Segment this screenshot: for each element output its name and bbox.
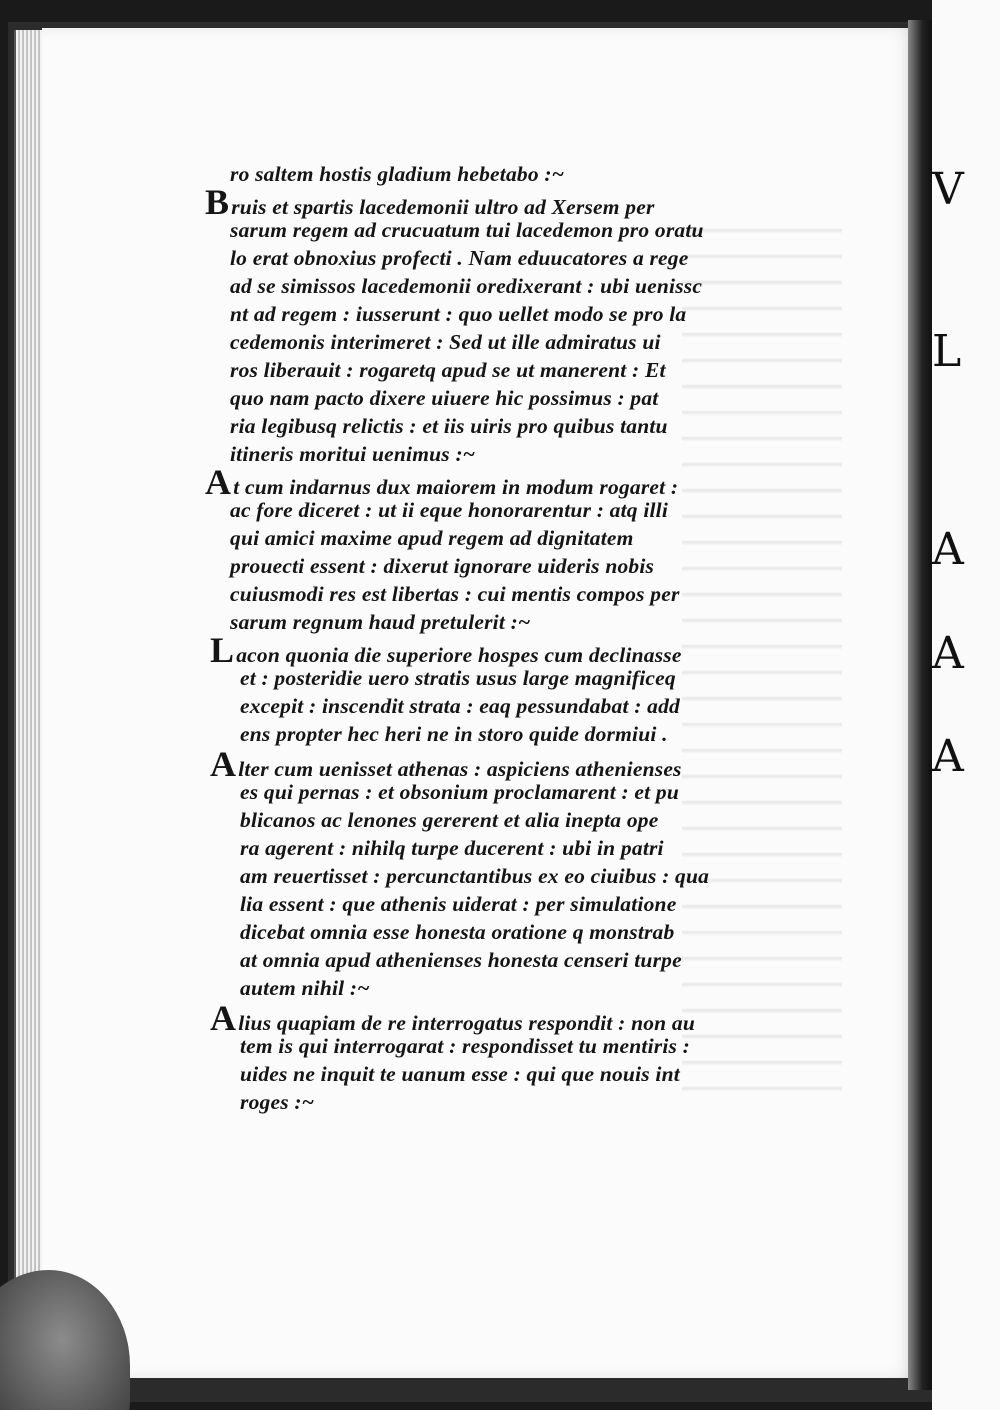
text-line: At cum indarnus dux maiorem in modum rogaret : bbox=[205, 462, 679, 502]
decorated-initial: L bbox=[210, 630, 235, 670]
text-line: ria legibusq relictis : et iis uiris pro quibus tantu bbox=[230, 414, 668, 438]
text-line: at omnia apud athenienses honesta censeri turpe bbox=[240, 948, 682, 972]
text-line: tem is qui interrogarat : respondisset tu mentiris : bbox=[240, 1034, 691, 1058]
text-line: blicanos ac lenones gererent et alia inepta ope bbox=[240, 808, 659, 832]
text-line: et : posteridie uero stratis usus large magnificeq bbox=[240, 666, 676, 690]
text-line: qui amici maxime apud regem ad dignitatem bbox=[230, 526, 634, 550]
text-line: excepit : inscendit strata : eaq pessundabat : add bbox=[240, 694, 680, 718]
text-line: cuiusmodi res est libertas : cui mentis compos per bbox=[230, 582, 680, 606]
right-page-initial: A bbox=[932, 628, 964, 679]
text-line: dicebat omnia esse honesta oratione q monstrab bbox=[240, 920, 675, 944]
text-line: es qui pernas : et obsonium proclamarent : et pu bbox=[240, 780, 680, 804]
decorated-initial: A bbox=[210, 744, 237, 784]
text-line: ac fore diceret : ut ii eque honorarentur : atq illi bbox=[230, 498, 669, 522]
text-line: autem nihil :~ bbox=[240, 976, 370, 1000]
text-line: am reuertisset : percunctantibus ex eo ciuibus : qua bbox=[240, 864, 710, 888]
text-line: cedemonis interimeret : Sed ut ille admiratus ui bbox=[230, 330, 661, 354]
right-page bbox=[932, 0, 1000, 1410]
text-line: itineris moritui uenimus :~ bbox=[230, 442, 476, 466]
text-line: ad se simissos lacedemonii oredixerant : ubi uenissc bbox=[230, 274, 703, 298]
text-line: lia essent : que athenis uiderat : per simulatione bbox=[240, 892, 677, 916]
text-line: roges :~ bbox=[240, 1090, 315, 1114]
text-line: ro saltem hostis gladium hebetabo :~ bbox=[230, 162, 565, 186]
decorated-initial: A bbox=[205, 462, 232, 502]
right-page-initial: V bbox=[932, 164, 964, 215]
book-gutter bbox=[908, 20, 934, 1390]
right-page-initial: A bbox=[932, 524, 964, 575]
text-line: ros liberauit : rogaretq apud se ut manerent : Et bbox=[230, 358, 666, 382]
text-line: uides ne inquit te uanum esse : qui que nouis int bbox=[240, 1062, 680, 1086]
text-line: prouecti essent : dixerut ignorare uideris nobis bbox=[230, 554, 655, 578]
bleed-through-text bbox=[682, 208, 842, 1108]
text-line: lo erat obnoxius profecti . Nam eduucatores a rege bbox=[230, 246, 689, 270]
text-line: Bruis et spartis lacedemonii ultro ad Xersem per bbox=[205, 182, 655, 222]
text-line: Alius quapiam de re interrogatus respondit : non au bbox=[210, 998, 696, 1038]
text-line: quo nam pacto dixere uiuere hic possimus : pat bbox=[230, 386, 659, 410]
text-line: ens propter hec heri ne in storo quide dormiui . bbox=[240, 722, 668, 746]
text-line: nt ad regem : iusserunt : quo uellet modo se pro la bbox=[230, 302, 687, 326]
text-line: Alter cum uenisset athenas : aspiciens athenienses bbox=[210, 744, 682, 784]
right-page-initial: A bbox=[932, 731, 964, 782]
decorated-initial: B bbox=[205, 182, 230, 222]
text-line: sarum regnum haud pretulerit :~ bbox=[230, 610, 531, 634]
text-line: Lacon quonia die superiore hospes cum declinasse bbox=[210, 630, 682, 670]
right-page-initial: L bbox=[932, 326, 962, 377]
text-line: sarum regem ad crucuatum tui lacedemon pro oratu bbox=[230, 218, 704, 242]
text-line: ra agerent : nihilq turpe ducerent : ubi in patri bbox=[240, 836, 664, 860]
decorated-initial: A bbox=[210, 998, 237, 1038]
